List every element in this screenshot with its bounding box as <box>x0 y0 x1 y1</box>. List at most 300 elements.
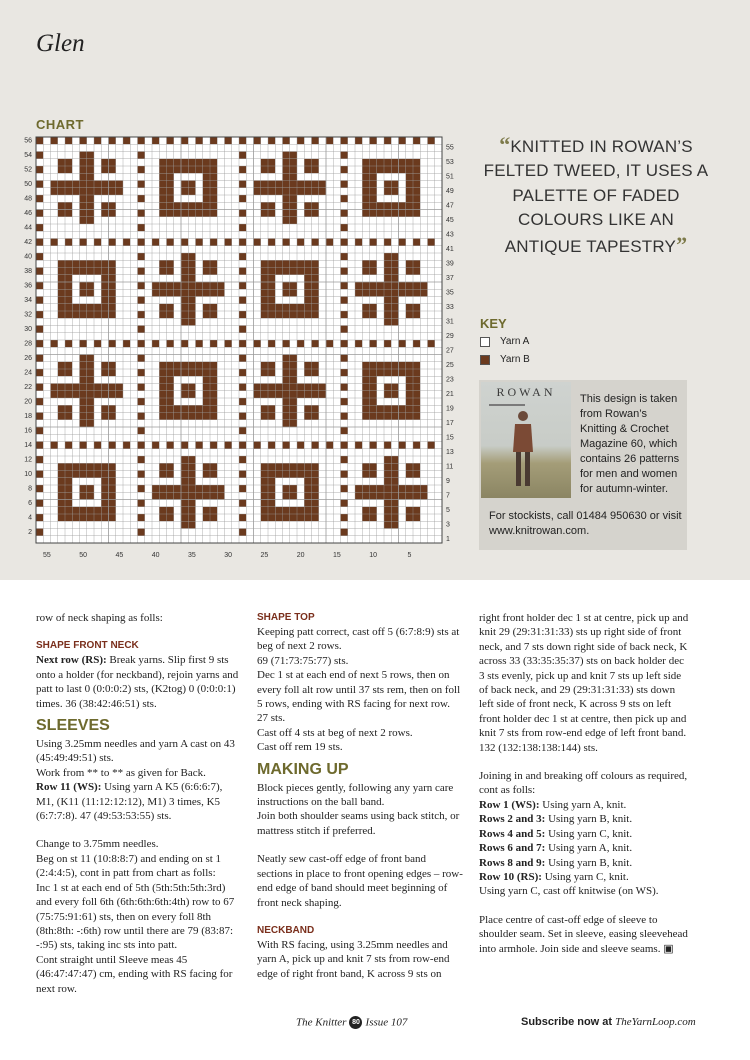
chart-cell-yarn-b <box>101 507 108 514</box>
chart-cell-yarn-b <box>188 369 195 376</box>
chart-cell-yarn-b <box>297 340 304 347</box>
row-text: Using yarn A K5 (6:6:6:7), M1, (K11 (11:12:12:12), M1) 3 times, K5 (6:7:7:8). 47 (49:53:53:55) sts. <box>36 781 223 823</box>
chart-cell-yarn-b <box>384 297 391 304</box>
chart-cell-yarn-b <box>203 181 210 188</box>
chart-cell-yarn-b <box>181 384 188 391</box>
chart-cell-yarn-b <box>109 181 116 188</box>
chart-cell-yarn-b <box>87 514 94 521</box>
chart-cell-yarn-b <box>283 463 290 470</box>
chart-cell-yarn-b <box>377 485 384 492</box>
chart-cell-yarn-b <box>304 268 311 275</box>
tick-label: 52 <box>24 166 32 174</box>
chart-cell-yarn-b <box>188 275 195 282</box>
chart-cell-yarn-b <box>188 362 195 369</box>
chart-cell-yarn-b <box>188 202 195 209</box>
chart-cell-yarn-b <box>109 413 116 420</box>
chart-cell-yarn-b <box>109 442 116 449</box>
chart-cell-yarn-b <box>391 159 398 166</box>
chart-cell-yarn-b <box>312 304 319 311</box>
row-label: Row 11 (WS): <box>36 781 102 794</box>
chart-cell-yarn-b <box>87 268 94 275</box>
chart-cell-yarn-b <box>254 239 261 246</box>
chart-cell-yarn-b <box>362 268 369 275</box>
chart-cell-yarn-b <box>159 188 166 195</box>
chart-cell-yarn-b <box>210 188 217 195</box>
chart-cell-yarn-b <box>188 500 195 507</box>
chart-cell-yarn-b <box>406 398 413 405</box>
chart-cell-yarn-b <box>391 166 398 173</box>
chart-cell-yarn-b <box>268 304 275 311</box>
chart-cell-yarn-b <box>355 492 362 499</box>
chart-cell-yarn-b <box>116 391 123 398</box>
chart-cell-yarn-b <box>406 166 413 173</box>
chart-cell-yarn-b <box>159 195 166 202</box>
paragraph: Block pieces gently, following any yarn care instructions on the ball band. <box>257 781 454 809</box>
chart-cell-yarn-b <box>290 471 297 478</box>
chart-cell-yarn-b <box>341 398 348 405</box>
chart-cell-yarn-b <box>101 485 108 492</box>
chart-cell-yarn-b <box>341 282 348 289</box>
paragraph-text: Place centre of cast-off edge of sleeve to shoulder seam. Set in sleeve, easing sleevehead into armhole. Join side and sleeve seams. <box>479 913 688 955</box>
chart-cell-yarn-b <box>109 478 116 485</box>
chart-cell-yarn-b <box>391 471 398 478</box>
chart-cell-yarn-b <box>362 514 369 521</box>
chart-cell-yarn-b <box>370 362 377 369</box>
chart-cell-yarn-b <box>167 463 174 470</box>
chart-cell-yarn-b <box>370 398 377 405</box>
chart-cell-yarn-b <box>181 202 188 209</box>
chart-cell-yarn-b <box>275 471 282 478</box>
chart-cell-yarn-b <box>181 275 188 282</box>
chart-cell-yarn-b <box>123 137 130 144</box>
chart-cell-yarn-b <box>254 137 261 144</box>
chart-cell-yarn-b <box>80 391 87 398</box>
chart-cell-yarn-b <box>319 384 326 391</box>
chart-cell-yarn-b <box>406 282 413 289</box>
chart-cell-yarn-b <box>80 311 87 318</box>
chart-cell-yarn-b <box>196 362 203 369</box>
chart-cell-yarn-b <box>239 529 246 536</box>
chart-cell-yarn-b <box>167 202 174 209</box>
chart-cell-yarn-b <box>181 289 188 296</box>
row-text: Using yarn B, knit. <box>548 813 633 826</box>
chart-cell-yarn-b <box>65 311 72 318</box>
promo-stockists: For stockists, call 01484 950630 or visit www.knitrowan.com. <box>489 510 682 537</box>
chart-cell-yarn-b <box>51 188 58 195</box>
chart-cell-yarn-b <box>217 282 224 289</box>
chart-cell-yarn-b <box>65 289 72 296</box>
chart-cell-yarn-b <box>304 463 311 470</box>
chart-cell-yarn-b <box>312 405 319 412</box>
chart-cell-yarn-b <box>290 188 297 195</box>
chart-cell-yarn-b <box>101 492 108 499</box>
chart-cell-yarn-b <box>239 181 246 188</box>
chart-cell-yarn-b <box>406 471 413 478</box>
chart-cell-yarn-b <box>159 362 166 369</box>
chart-cell-yarn-b <box>290 217 297 224</box>
chart-cell-yarn-b <box>406 210 413 217</box>
chart-cell-yarn-b <box>297 463 304 470</box>
chart-cell-yarn-b <box>413 485 420 492</box>
chart-cell-yarn-b <box>167 137 174 144</box>
chart-cell-yarn-b <box>138 253 145 260</box>
chart-cell-yarn-b <box>138 456 145 463</box>
chart-cell-yarn-b <box>80 304 87 311</box>
chart-cell-yarn-b <box>152 282 159 289</box>
chart-cell-yarn-b <box>384 369 391 376</box>
chart-cell-yarn-b <box>210 304 217 311</box>
chart-cell-yarn-b <box>290 304 297 311</box>
chart-cell-yarn-b <box>341 500 348 507</box>
chart-cell-yarn-b <box>65 362 72 369</box>
chart-cell-yarn-b <box>370 202 377 209</box>
chart-cell-yarn-b <box>406 188 413 195</box>
chart-right-ticks <box>446 145 454 544</box>
chart-cell-yarn-b <box>413 282 420 289</box>
chart-cell-yarn-b <box>65 304 72 311</box>
chart-cell-yarn-b <box>101 369 108 376</box>
chart-cell-yarn-b <box>210 166 217 173</box>
chart-cell-yarn-b <box>159 282 166 289</box>
chart-cell-yarn-b <box>399 166 406 173</box>
chart-cell-yarn-b <box>123 340 130 347</box>
tick-label: 25 <box>260 552 269 559</box>
chart-cell-yarn-b <box>377 405 384 412</box>
chart-cell-yarn-b <box>181 463 188 470</box>
chart-cell-yarn-b <box>239 152 246 159</box>
chart-cell-yarn-b <box>203 514 210 521</box>
chart-cell-yarn-b <box>196 210 203 217</box>
tick-label: 40 <box>151 552 160 559</box>
chart-cell-yarn-b <box>109 268 116 275</box>
chart-cell-yarn-b <box>109 166 116 173</box>
chart-cell-yarn-b <box>384 391 391 398</box>
tick-label: 22 <box>24 383 32 391</box>
chart-cell-yarn-b <box>36 413 43 420</box>
chart-cell-yarn-b <box>80 442 87 449</box>
chart-cell-yarn-b <box>167 405 174 412</box>
chart-cell-yarn-b <box>384 304 391 311</box>
chart-cell-yarn-b <box>210 376 217 383</box>
tick-label: 23 <box>446 376 454 384</box>
chart-cell-yarn-b <box>413 442 420 449</box>
chart-cell-yarn-b <box>254 391 261 398</box>
chart-cell-yarn-b <box>138 239 145 246</box>
chart-cell-yarn-b <box>384 166 391 173</box>
tick-label: 3 <box>446 521 450 529</box>
chart-cell-yarn-b <box>428 239 435 246</box>
chart-cell-yarn-b <box>94 391 101 398</box>
chart-cell-yarn-b <box>391 282 398 289</box>
chart-cell-yarn-b <box>188 304 195 311</box>
chart-cell-yarn-b <box>362 463 369 470</box>
chart-cell-yarn-b <box>406 260 413 267</box>
chart-cell-yarn-b <box>268 369 275 376</box>
chart-cell-yarn-b <box>174 405 181 412</box>
tick-label: 47 <box>446 202 454 210</box>
magazine-name: The Knitter <box>296 1016 347 1029</box>
chart-cell-yarn-b <box>87 181 94 188</box>
tick-label: 30 <box>224 552 232 559</box>
chart-cell-yarn-b <box>210 340 217 347</box>
chart-cell-yarn-b <box>101 166 108 173</box>
chart-cell-yarn-b <box>370 485 377 492</box>
chart-cell-yarn-b <box>167 442 174 449</box>
chart-cell-yarn-b <box>261 391 268 398</box>
chart-cell-yarn-b <box>413 166 420 173</box>
chart-cell-yarn-b <box>384 507 391 514</box>
chart-cell-yarn-b <box>297 311 304 318</box>
chart-cell-yarn-b <box>239 427 246 434</box>
chart-cell-yarn-b <box>268 297 275 304</box>
chart-cell-yarn-b <box>283 514 290 521</box>
chart-cell-yarn-b <box>188 166 195 173</box>
chart-cell-yarn-b <box>181 159 188 166</box>
chart-cell-yarn-b <box>283 420 290 427</box>
chart-cell-yarn-b <box>406 173 413 180</box>
chart-cell-yarn-b <box>312 282 319 289</box>
chart-cell-yarn-b <box>109 282 116 289</box>
chart-cell-yarn-b <box>36 398 43 405</box>
chart-cell-yarn-b <box>384 405 391 412</box>
chart-cell-yarn-b <box>80 173 87 180</box>
tick-label: 49 <box>446 188 454 196</box>
tick-label: 45 <box>115 552 124 559</box>
chart-cell-yarn-b <box>109 485 116 492</box>
chart-cell-yarn-b <box>341 311 348 318</box>
chart-cell-yarn-b <box>116 188 123 195</box>
chart-cell-yarn-b <box>36 181 43 188</box>
chart-cell-yarn-b <box>65 137 72 144</box>
chart-cell-yarn-b <box>391 318 398 325</box>
chart-cell-yarn-b <box>362 362 369 369</box>
chart-cell-yarn-b <box>370 376 377 383</box>
section-heading-sleeves: SLEEVES <box>36 717 110 735</box>
chart-cell-yarn-b <box>384 137 391 144</box>
chart-cell-yarn-b <box>181 166 188 173</box>
chart-cell-yarn-b <box>36 442 43 449</box>
chart-cell-yarn-b <box>36 253 43 260</box>
chart-cell-yarn-b <box>406 485 413 492</box>
chart-cell-yarn-b <box>370 166 377 173</box>
chart-cell-yarn-b <box>239 326 246 333</box>
tick-label: 10 <box>369 552 377 559</box>
chart-cell-yarn-b <box>297 268 304 275</box>
chart-cell-yarn-b <box>109 297 116 304</box>
chart-cell-yarn-b <box>36 152 43 159</box>
chart-cell-yarn-b <box>159 173 166 180</box>
chart-cell-yarn-b <box>225 239 232 246</box>
row-text: Using yarn C, knit. <box>544 870 629 883</box>
chart-cell-yarn-b <box>239 369 246 376</box>
chart-cell-yarn-b <box>167 239 174 246</box>
chart-cell-yarn-b <box>399 369 406 376</box>
tick-label: 43 <box>446 231 454 239</box>
chart-cell-yarn-b <box>87 202 94 209</box>
chart-cell-yarn-b <box>290 398 297 405</box>
chart-cell-yarn-b <box>384 442 391 449</box>
chart-cell-yarn-b <box>58 391 65 398</box>
tick-label: 32 <box>24 311 32 319</box>
chart-cell-yarn-b <box>87 166 94 173</box>
chart-cell-yarn-b <box>188 268 195 275</box>
chart-cell-yarn-b <box>268 137 275 144</box>
chart-cell-yarn-b <box>188 463 195 470</box>
chart-cell-yarn-b <box>399 485 406 492</box>
chart-cell-yarn-b <box>377 166 384 173</box>
chart-cell-yarn-b <box>399 413 406 420</box>
chart-cell-yarn-b <box>312 275 319 282</box>
chart-cell-yarn-b <box>159 463 166 470</box>
chart-cell-yarn-b <box>109 384 116 391</box>
chart-cell-yarn-b <box>239 340 246 347</box>
chart-cell-yarn-b <box>203 391 210 398</box>
chart-cell-yarn-b <box>362 181 369 188</box>
chart-cell-yarn-b <box>283 355 290 362</box>
chart-heading: CHART <box>36 117 84 132</box>
chart-cell-yarn-b <box>261 405 268 412</box>
chart-cell-yarn-b <box>167 376 174 383</box>
chart-cell-yarn-b <box>109 210 116 217</box>
chart-cell-yarn-b <box>72 507 79 514</box>
chart-cell-yarn-b <box>72 384 79 391</box>
tick-label: 46 <box>24 209 32 217</box>
chart-cell-yarn-b <box>268 289 275 296</box>
chart-cell-yarn-b <box>391 391 398 398</box>
chart-cell-yarn-b <box>159 181 166 188</box>
chart-cell-yarn-b <box>65 202 72 209</box>
chart-cell-yarn-b <box>181 297 188 304</box>
chart-cell-yarn-b <box>159 289 166 296</box>
chart-cell-yarn-b <box>36 137 43 144</box>
chart-cell-yarn-b <box>355 137 362 144</box>
chart-cell-yarn-b <box>138 427 145 434</box>
chart-cell-yarn-b <box>188 485 195 492</box>
subscribe-site-link[interactable]: TheYarnLoop.com <box>615 1016 696 1028</box>
chart-cell-yarn-b <box>196 159 203 166</box>
chart-cell-yarn-b <box>196 492 203 499</box>
chart-cell-yarn-b <box>210 507 217 514</box>
chart-cell-yarn-b <box>123 239 130 246</box>
chart-cell-yarn-b <box>210 289 217 296</box>
chart-cell-yarn-b <box>210 137 217 144</box>
chart-cell-yarn-b <box>384 260 391 267</box>
chart-cell-yarn-b <box>65 463 72 470</box>
chart-cell-yarn-b <box>159 260 166 267</box>
chart-cell-yarn-b <box>101 260 108 267</box>
chart-cell-yarn-b <box>261 362 268 369</box>
chart-cell-yarn-b <box>283 492 290 499</box>
chart-cell-yarn-b <box>312 471 319 478</box>
chart-cell-yarn-b <box>362 405 369 412</box>
chart-cell-yarn-b <box>159 369 166 376</box>
chart-cell-yarn-b <box>370 514 377 521</box>
chart-cell-yarn-b <box>268 442 275 449</box>
chart-cell-yarn-b <box>101 289 108 296</box>
row-text: Using yarn C, knit. <box>548 827 633 840</box>
chart-cell-yarn-b <box>391 485 398 492</box>
chart-cell-yarn-b <box>138 311 145 318</box>
chart-cell-yarn-b <box>210 195 217 202</box>
chart-cell-yarn-b <box>65 442 72 449</box>
chart-cell-yarn-b <box>341 268 348 275</box>
tick-label: 56 <box>24 137 32 145</box>
chart-cell-yarn-b <box>384 456 391 463</box>
chart-cell-yarn-b <box>181 282 188 289</box>
chart-cell-yarn-b <box>341 210 348 217</box>
chart-cell-yarn-b <box>362 413 369 420</box>
chart-cell-yarn-b <box>181 507 188 514</box>
chart-cell-yarn-b <box>167 384 174 391</box>
chart-cell-yarn-b <box>188 456 195 463</box>
chart-cell-yarn-b <box>58 166 65 173</box>
chart-cell-yarn-b <box>80 398 87 405</box>
chart-cell-yarn-b <box>174 210 181 217</box>
chart-cell-yarn-b <box>138 326 145 333</box>
chart-cell-yarn-b <box>268 507 275 514</box>
chart-cell-yarn-b <box>290 260 297 267</box>
chart-cell-yarn-b <box>65 268 72 275</box>
chart-cell-yarn-b <box>341 195 348 202</box>
chart-cell-yarn-b <box>326 442 333 449</box>
chart-cell-yarn-b <box>109 369 116 376</box>
chart-cell-yarn-b <box>413 210 420 217</box>
chart-cell-yarn-b <box>261 282 268 289</box>
chart-cell-yarn-b <box>72 463 79 470</box>
chart-cell-yarn-b <box>304 289 311 296</box>
chart-cell-yarn-b <box>384 521 391 528</box>
chart-cell-yarn-b <box>58 514 65 521</box>
chart-cell-yarn-b <box>181 304 188 311</box>
chart-cell-yarn-b <box>261 181 268 188</box>
chart-cell-yarn-b <box>268 485 275 492</box>
chart-cell-yarn-b <box>109 514 116 521</box>
chart-cell-yarn-b <box>159 159 166 166</box>
chart-cell-yarn-b <box>312 514 319 521</box>
cover-title: ROWAN <box>496 385 556 399</box>
chart-cell-yarn-b <box>420 492 427 499</box>
chart-cell-yarn-b <box>399 202 406 209</box>
tick-label: 28 <box>24 340 32 348</box>
chart-cell-yarn-b <box>51 442 58 449</box>
promo-box <box>479 380 687 550</box>
chart-cell-yarn-b <box>413 413 420 420</box>
chart-cell-yarn-b <box>355 289 362 296</box>
chart-cell-yarn-b <box>312 260 319 267</box>
chart-cell-yarn-b <box>167 485 174 492</box>
chart-cell-yarn-b <box>370 260 377 267</box>
chart-cell-yarn-b <box>181 369 188 376</box>
chart-cell-yarn-b <box>290 173 297 180</box>
chart-cell-yarn-b <box>87 188 94 195</box>
chart-cell-yarn-b <box>341 340 348 347</box>
chart-cell-yarn-b <box>290 369 297 376</box>
subscribe-text: Subscribe now at <box>521 1016 613 1028</box>
chart-cell-yarn-b <box>413 362 420 369</box>
chart-cell-yarn-b <box>362 173 369 180</box>
chart-cell-yarn-b <box>312 478 319 485</box>
chart-cell-yarn-b <box>283 289 290 296</box>
chart-cell-yarn-b <box>36 311 43 318</box>
chart-cell-yarn-b <box>138 471 145 478</box>
chart-cell-yarn-b <box>304 282 311 289</box>
chart-cell-yarn-b <box>290 420 297 427</box>
chart-cell-yarn-b <box>58 463 65 470</box>
page-number: 80 <box>349 1016 362 1029</box>
chart-cell-yarn-b <box>87 217 94 224</box>
chart-cell-yarn-b <box>181 340 188 347</box>
chart-cell-yarn-b <box>152 485 159 492</box>
